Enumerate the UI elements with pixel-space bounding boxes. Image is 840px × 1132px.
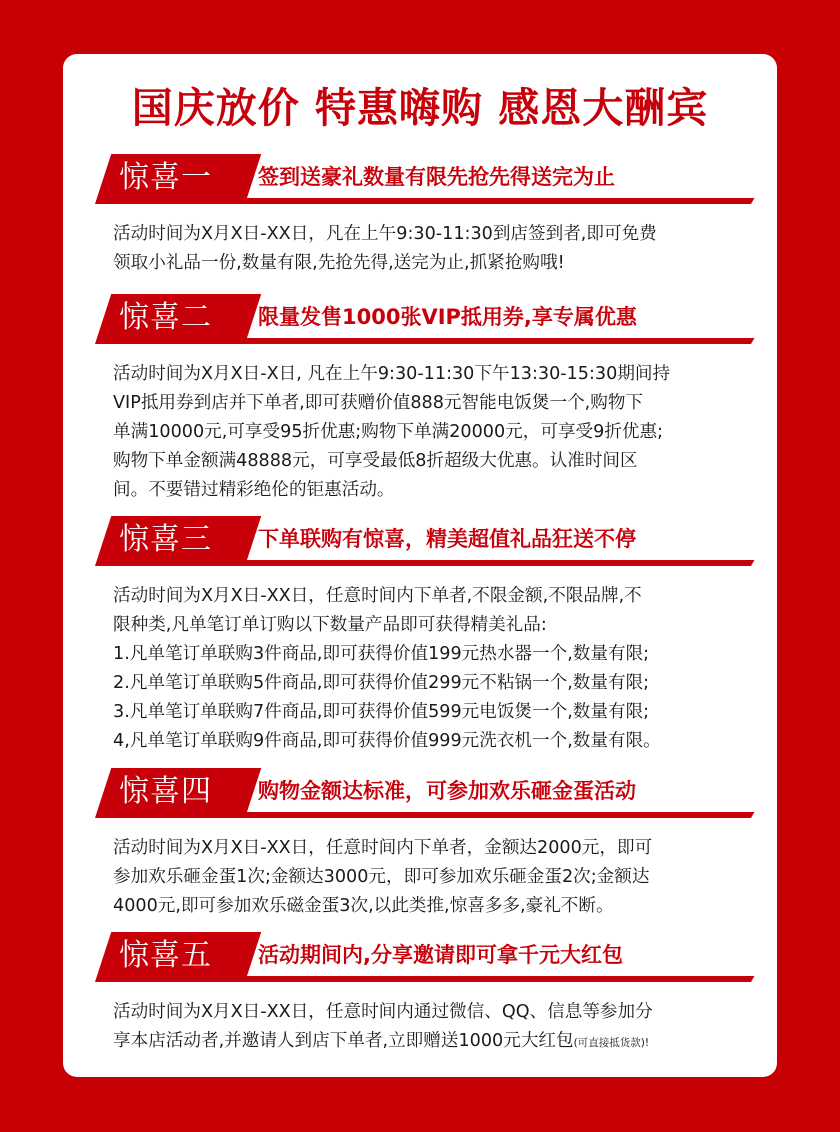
body-line	[113, 1027, 727, 1058]
page-title: 国庆放价 特惠嗨购 感恩大酬宾	[131, 84, 709, 132]
section-subtitle: 下单联购有惊喜，精美超值礼品狂送不停	[258, 527, 636, 551]
body-line: 领取小礼品一份,数量有限,先抢先得,送完为止,抓紧抢购哦!	[113, 253, 565, 273]
section-header	[63, 154, 777, 206]
header-underline	[243, 338, 754, 344]
section-subtitle: 限量发售1000张VIP抵用券,享专属优惠	[258, 305, 637, 329]
section-surprise-1	[63, 154, 777, 278]
header-underline	[243, 198, 754, 204]
body-line: 2.凡单笔订单联购5件商品,即可获得价值299元不粘锅一个,数量有限;	[113, 673, 650, 693]
section-header	[63, 294, 777, 346]
body-line: 3.凡单笔订单联购7件商品,即可获得价值599元电饭煲一个,数量有限;	[113, 702, 650, 722]
section-body	[113, 834, 727, 921]
body-line: 限种类,凡单笔订单订购以下数量产品即可获得精美礼品:	[113, 615, 547, 635]
section-subtitle: 购物金额达标准，可参加欢乐砸金蛋活动	[258, 779, 636, 803]
header-underline	[243, 560, 754, 566]
section-subtitle: 签到送豪礼数量有限先抢先得送完为止	[258, 165, 615, 189]
section-surprise-2	[63, 294, 777, 505]
section-surprise-3	[63, 516, 777, 756]
section-header	[63, 768, 777, 820]
body-line: 活动时间为X月X日-XX日，任意时间内下单者，金额达2000元，即可	[113, 838, 653, 858]
section-tag: 惊喜四	[119, 774, 212, 809]
body-line: VIP抵用券到店并下单者,即可获赠价值888元智能电饭煲一个,购物下	[113, 393, 644, 413]
body-line: 1.凡单笔订单联购3件商品,即可获得价值199元热水器一个,数量有限;	[113, 644, 650, 664]
promo-card	[63, 54, 777, 1077]
section-body	[113, 220, 727, 278]
section-surprise-5	[63, 932, 777, 1058]
section-tag: 惊喜五	[119, 938, 212, 973]
body-line: 活动时间为X月X日-X日, 凡在上午9:30-11:30下午13:30-15:30期间持	[113, 364, 671, 384]
section-header	[63, 932, 777, 984]
body-line: 单满10000元,可享受95折优惠;购物下单满20000元，可享受9折优惠;	[113, 422, 664, 442]
section-header	[63, 516, 777, 568]
section-body	[113, 582, 727, 756]
body-line-text: 享本店活动者,并邀请人到店下单者,立即赠送1000元大红包	[113, 1031, 574, 1051]
section-body	[113, 998, 727, 1058]
section-surprise-4	[63, 768, 777, 921]
body-line: 购物下单金额满48888元，可享受最低8折超级大优惠。认准时间区	[113, 451, 638, 471]
header-underline	[243, 812, 754, 818]
section-body	[113, 360, 727, 505]
body-line: 4,凡单笔订单联购9件商品,即可获得价值999元洗衣机一个,数量有限。	[113, 731, 661, 751]
body-line: 活动时间为X月X日-XX日，任意时间内通过微信、QQ、信息等参加分	[113, 1002, 653, 1022]
body-line: 活动时间为X月X日-XX日，任意时间内下单者,不限金额,不限品牌,不	[113, 586, 642, 606]
section-tag: 惊喜一	[119, 160, 212, 195]
body-line: 间。不要错过精彩绝伦的钜惠活动。	[113, 480, 395, 500]
section-tag: 惊喜二	[119, 300, 212, 335]
footnote: (可直接抵货款)!	[573, 1037, 650, 1049]
body-line: 参加欢乐砸金蛋1次;金额达3000元，即可参加欢乐砸金蛋2次;金额达	[113, 867, 650, 887]
body-line: 4000元,即可参加欢乐磁金蛋3次,以此类推,惊喜多多,豪礼不断。	[113, 896, 614, 916]
header-underline	[243, 976, 754, 982]
body-line: 活动时间为X月X日-XX日，凡在上午9:30-11:30到店签到者,即可免费	[113, 224, 657, 244]
section-subtitle: 活动期间内,分享邀请即可拿千元大红包	[258, 943, 623, 967]
section-tag: 惊喜三	[119, 522, 212, 557]
